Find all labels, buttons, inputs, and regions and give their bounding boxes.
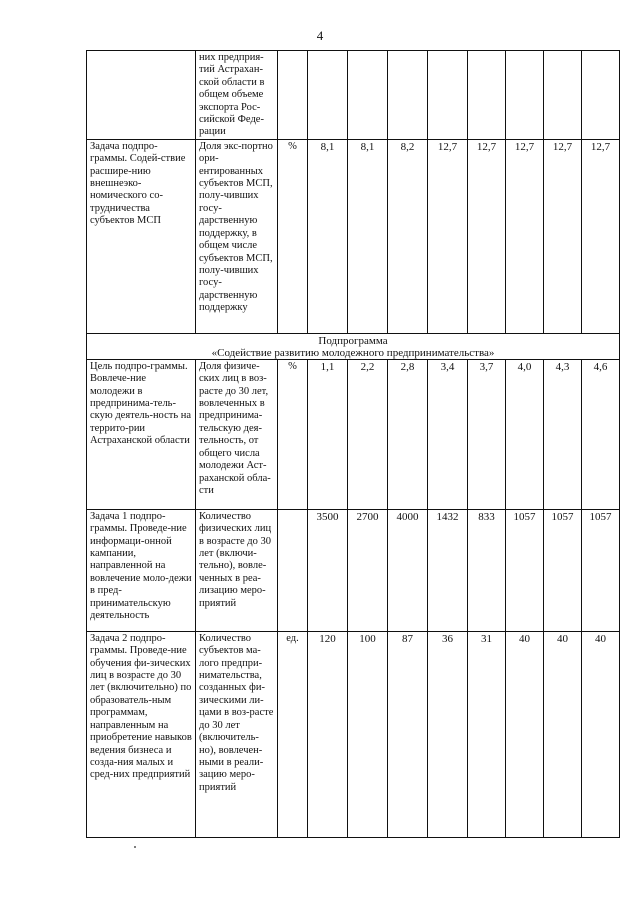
value-cell: 12,7 (468, 139, 506, 333)
table-row (87, 359, 620, 509)
subprogram-label: Подпрограмма (318, 334, 388, 347)
value-cell: 8,2 (388, 139, 428, 333)
indicator-cell: Доля физиче-ских лиц в воз-расте до 30 лет, вовлеченных в предпринима-тельскую дея-тельность, от общего числа молодежи Аст-раханской обла-сти (196, 359, 278, 509)
task-cell: Задача 2 подпро-граммы. Проведе-ние обучения фи-зических лиц в возрасте до 30 лет (включительно) по образователь-ным программам, направленным на приобретение навыков ведения бизнеса и созда-ния малых и сред-них предприятий (87, 631, 196, 837)
subprogram-title (87, 333, 620, 359)
indicator-cell: них предприя-тий Астрахан-ской области в общем объеме экспорта Рос-сийской Феде-рации (196, 51, 278, 140)
value-cell: 100 (348, 631, 388, 837)
value-cell: 40 (506, 631, 544, 837)
value-cell: 1057 (544, 509, 582, 631)
value-cell: 3500 (308, 509, 348, 631)
value-cell: 4000 (388, 509, 428, 631)
value-cell: 4,6 (582, 359, 620, 509)
value-cell (468, 51, 506, 140)
table-row (87, 139, 620, 333)
task-cell: Задача подпро-граммы. Содей-ствие расшире-нию внешнеэко-номического со-трудничества субъектов МСП (87, 139, 196, 333)
value-cell: 1057 (506, 509, 544, 631)
value-cell (308, 51, 348, 140)
value-cell (348, 51, 388, 140)
table-row (87, 631, 620, 837)
task-cell: Задача 1 подпро-граммы. Проведе-ние информаци-онной кампании, направленной на вовлечение моло-дежи в пред-принимательскую деятельность (87, 509, 196, 631)
scan-speck (134, 846, 136, 848)
value-cell: 3,4 (428, 359, 468, 509)
table-row (87, 51, 620, 140)
unit-cell: % (278, 359, 308, 509)
value-cell: 2,2 (348, 359, 388, 509)
value-cell: 40 (544, 631, 582, 837)
value-cell: 2700 (348, 509, 388, 631)
value-cell: 1432 (428, 509, 468, 631)
indicators-table (86, 50, 620, 838)
value-cell (388, 51, 428, 140)
unit-cell: % (278, 139, 308, 333)
value-cell (506, 51, 544, 140)
value-cell: 12,7 (544, 139, 582, 333)
task-cell: Цель подпро-граммы. Вовлече-ние молодежи в предпринима-тель-скую деятель-ность на террито-рии Астраханской области (87, 359, 196, 509)
value-cell: 4,0 (506, 359, 544, 509)
value-cell: 12,7 (582, 139, 620, 333)
indicator-cell: Количество физических лиц в возрасте до 30 лет (включи-тельно), вовле-ченных в реа-лизацию меро-приятий (196, 509, 278, 631)
page-number: 4 (316, 28, 324, 43)
value-cell: 4,3 (544, 359, 582, 509)
subprogram-name: «Содействие развитию молодежного предпринимательства» (211, 346, 495, 359)
value-cell: 31 (468, 631, 506, 837)
value-cell: 36 (428, 631, 468, 837)
value-cell (582, 51, 620, 140)
value-cell: 12,7 (506, 139, 544, 333)
unit-cell: ед. (278, 631, 308, 837)
value-cell (544, 51, 582, 140)
value-cell: 8,1 (348, 139, 388, 333)
table-row (87, 509, 620, 631)
value-cell: 12,7 (428, 139, 468, 333)
unit-cell (278, 51, 308, 140)
value-cell: 8,1 (308, 139, 348, 333)
value-cell: 1,1 (308, 359, 348, 509)
value-cell: 120 (308, 631, 348, 837)
subprogram-header-row (87, 333, 620, 359)
value-cell (428, 51, 468, 140)
value-cell: 2,8 (388, 359, 428, 509)
value-cell: 833 (468, 509, 506, 631)
task-cell (87, 51, 196, 140)
value-cell: 87 (388, 631, 428, 837)
indicator-cell: Доля экс-портно ори-ентированных субъектов МСП, полу-чивших госу-дарственную поддержку, в общем числе субъектов МСП, полу-чивших госу-дарственную поддержку (196, 139, 278, 333)
unit-cell (278, 509, 308, 631)
value-cell: 3,7 (468, 359, 506, 509)
value-cell: 40 (582, 631, 620, 837)
value-cell: 1057 (582, 509, 620, 631)
indicator-cell: Количество субъектов ма-лого предпри-нимательства, созданных фи-зическими ли-цами в воз-расте до 30 лет (включитель-но), вовлечен-ными в реали-зацию меро-приятий (196, 631, 278, 837)
